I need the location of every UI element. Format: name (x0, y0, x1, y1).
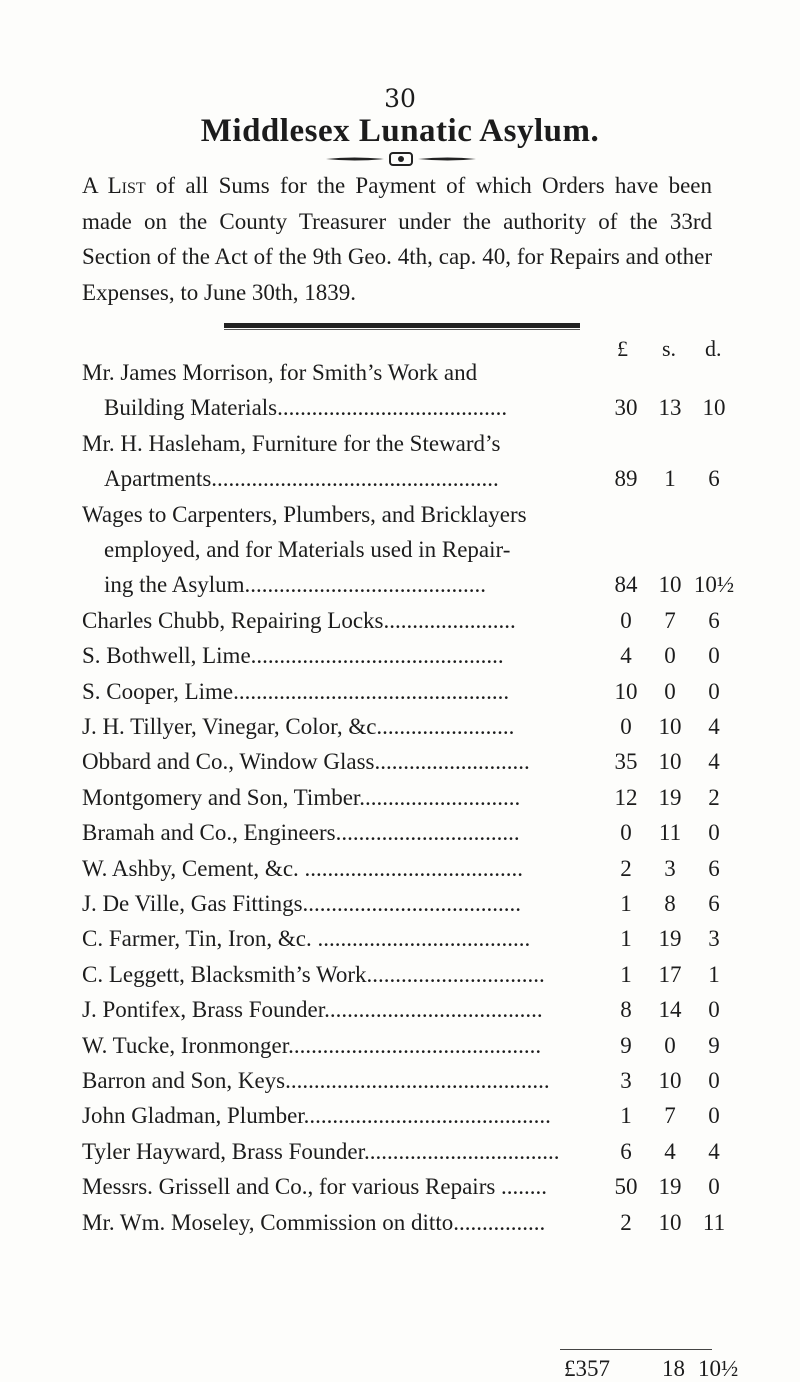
amount-pence: 10 (702, 395, 726, 421)
expense-description: Obbard and Co., Window Glass........................... (82, 749, 530, 775)
expense-description: Montgomery and Son, Timber............................ (82, 784, 521, 810)
amount-pounds: 3 (620, 1068, 632, 1093)
expense-description: Charles Chubb, Repairing Locks....................... (82, 607, 516, 633)
amount-shillings: 10 (658, 1209, 682, 1235)
amount-pounds: 84 (614, 572, 638, 598)
expense-row (0, 1139, 800, 1174)
amount-shillings: 11 (658, 820, 682, 846)
amount-pounds: 1 (620, 891, 632, 916)
amount-pounds: 1 (620, 961, 632, 987)
expense-row (0, 749, 800, 784)
expense-row (0, 1174, 800, 1209)
amount-pence: 0 (708, 678, 720, 704)
total-rule (560, 1349, 712, 1350)
expense-row (0, 608, 800, 643)
amount-pounds: 2 (620, 855, 632, 881)
column-header-shillings: s. (662, 336, 677, 361)
expense-row (0, 714, 800, 749)
expense-row (0, 1210, 800, 1245)
column-header-pence: d. (705, 336, 722, 361)
amount-shillings: 13 (658, 395, 682, 421)
expense-row (0, 1103, 800, 1138)
expense-description: J. De Ville, Gas Fittings...................................... (82, 891, 522, 916)
expense-description: Apartments.................................................. (104, 466, 499, 492)
amount-pence: 9 (708, 1032, 720, 1058)
expense-row (0, 997, 800, 1032)
amount-shillings: 19 (658, 784, 682, 810)
amount-pence: 4 (708, 714, 720, 739)
expense-description: Messrs. Grissell and Co., for various Repairs ........ (82, 1174, 548, 1200)
intro-text: of all Sums for the Payment of which Orders have been made on the County Treasurer under the authority of the 33rd Section of the Act of the 9th Geo. 4th, cap. 40, for Repairs and other Expenses, to June 30th, 1839. (82, 173, 712, 305)
expense-row (0, 891, 800, 926)
expense-row (0, 360, 800, 431)
expense-row (0, 1068, 800, 1103)
amount-shillings: 10 (658, 714, 682, 739)
amount-pounds: 1 (620, 1103, 632, 1129)
expense-row (0, 643, 800, 678)
amount-shillings: 0 (664, 643, 676, 669)
amount-pence: 0 (708, 1068, 720, 1093)
expense-row (0, 856, 800, 891)
expense-description: S. Cooper, Lime................................................ (82, 678, 510, 704)
amount-shillings: 7 (664, 607, 676, 633)
expense-description: S. Bothwell, Lime............................................ (82, 643, 504, 669)
expense-row (0, 1033, 800, 1068)
amount-pence: 2 (708, 784, 720, 810)
expense-description: W. Ashby, Cement, &c. ...................................... (82, 855, 524, 881)
page-number: 30 (384, 84, 416, 113)
amount-pence: 4 (708, 1138, 720, 1164)
expense-description: J. Pontifex, Brass Founder...................................... (82, 997, 543, 1023)
amount-pounds: 1 (620, 926, 632, 952)
amount-pence: 6 (708, 607, 720, 633)
amount-shillings: 3 (664, 855, 676, 881)
expense-description: Barron and Son, Keys.............................................. (82, 1068, 550, 1093)
amount-shillings: 10 (658, 1068, 682, 1093)
amount-shillings: 10 (658, 749, 682, 775)
amount-shillings: 1 (664, 466, 676, 492)
expense-description: employed, and for Materials used in Repair- (104, 536, 511, 562)
amount-shillings: 14 (658, 997, 682, 1023)
expense-description: C. Farmer, Tin, Iron, &c. ..................................... (82, 926, 531, 952)
expense-description: C. Leggett, Blacksmith’s Work............................... (82, 961, 545, 987)
amount-shillings: 8 (664, 891, 676, 916)
column-header-pounds: £ (617, 336, 628, 361)
expense-description: Bramah and Co., Engineers................................ (82, 820, 520, 846)
amount-pounds: 50 (614, 1174, 638, 1200)
amount-pence: 6 (708, 891, 720, 916)
amount-pence: 6 (708, 855, 720, 881)
amount-pounds: 2 (620, 1209, 632, 1235)
amount-pounds: 12 (614, 784, 638, 810)
amount-pence: 0 (708, 820, 720, 846)
expense-description: John Gladman, Plumber........................................... (82, 1103, 551, 1129)
amount-shillings: 19 (658, 926, 682, 952)
expense-row (0, 785, 800, 820)
amount-shillings: 0 (664, 1032, 676, 1058)
expense-row (0, 926, 800, 961)
amount-pence: 10½ (693, 572, 735, 598)
total-pounds: £357 (564, 1356, 610, 1381)
expense-description: ing the Asylum.......................................... (104, 572, 487, 598)
amount-shillings: 10 (658, 572, 682, 598)
amount-pence: 1 (708, 961, 720, 987)
amount-pence: 0 (708, 997, 720, 1023)
amount-pounds: 89 (614, 466, 638, 492)
total-shillings: 18 (662, 1356, 685, 1381)
expense-row (0, 431, 800, 502)
amount-pounds: 30 (614, 395, 638, 421)
expense-description: J. H. Tillyer, Vinegar, Color, &c........................ (82, 714, 515, 739)
amount-pence: 0 (708, 643, 720, 669)
total-pence: 10½ (698, 1356, 739, 1381)
amount-pence: 6 (708, 466, 720, 492)
expense-description: Wages to Carpenters, Plumbers, and Bricklayers (82, 501, 527, 527)
expense-row (0, 820, 800, 855)
amount-pounds: 8 (620, 997, 632, 1023)
amount-pounds: 9 (620, 1032, 632, 1058)
amount-shillings: 17 (658, 961, 682, 987)
amount-pounds: 10 (614, 678, 638, 704)
amount-shillings: 0 (664, 678, 676, 704)
amount-pounds: 0 (620, 714, 632, 739)
expense-row (0, 502, 800, 608)
amount-pence: 0 (708, 1174, 720, 1200)
amount-pence: 11 (702, 1209, 726, 1235)
intro-lead: A List (82, 173, 146, 198)
amount-shillings: 19 (658, 1174, 682, 1200)
amount-pounds: 35 (614, 749, 638, 775)
expense-row (0, 679, 800, 714)
amount-pence: 0 (708, 1103, 720, 1129)
expense-description: W. Tucke, Ironmonger............................................ (82, 1032, 542, 1058)
page-title: Middlesex Lunatic Asylum. (200, 113, 600, 149)
expense-description: Tyler Hayward, Brass Founder.................................. (82, 1138, 560, 1164)
amount-pounds: 4 (620, 643, 632, 669)
expense-row (0, 962, 800, 997)
expense-description: Mr. James Morrison, for Smith’s Work and (82, 360, 478, 385)
expense-description: Mr. H. Hasleham, Furniture for the Steward’s (82, 430, 501, 456)
expense-description: Mr. Wm. Moseley, Commission on ditto................ (82, 1209, 546, 1235)
amount-shillings: 4 (664, 1138, 676, 1164)
expense-description: Building Materials........................................ (104, 395, 508, 421)
amount-pounds: 0 (620, 820, 632, 846)
amount-pounds: 0 (620, 607, 632, 633)
amount-pence: 4 (708, 749, 720, 775)
amount-pounds: 6 (620, 1138, 632, 1164)
amount-shillings: 7 (664, 1103, 676, 1129)
amount-pence: 3 (708, 926, 720, 952)
